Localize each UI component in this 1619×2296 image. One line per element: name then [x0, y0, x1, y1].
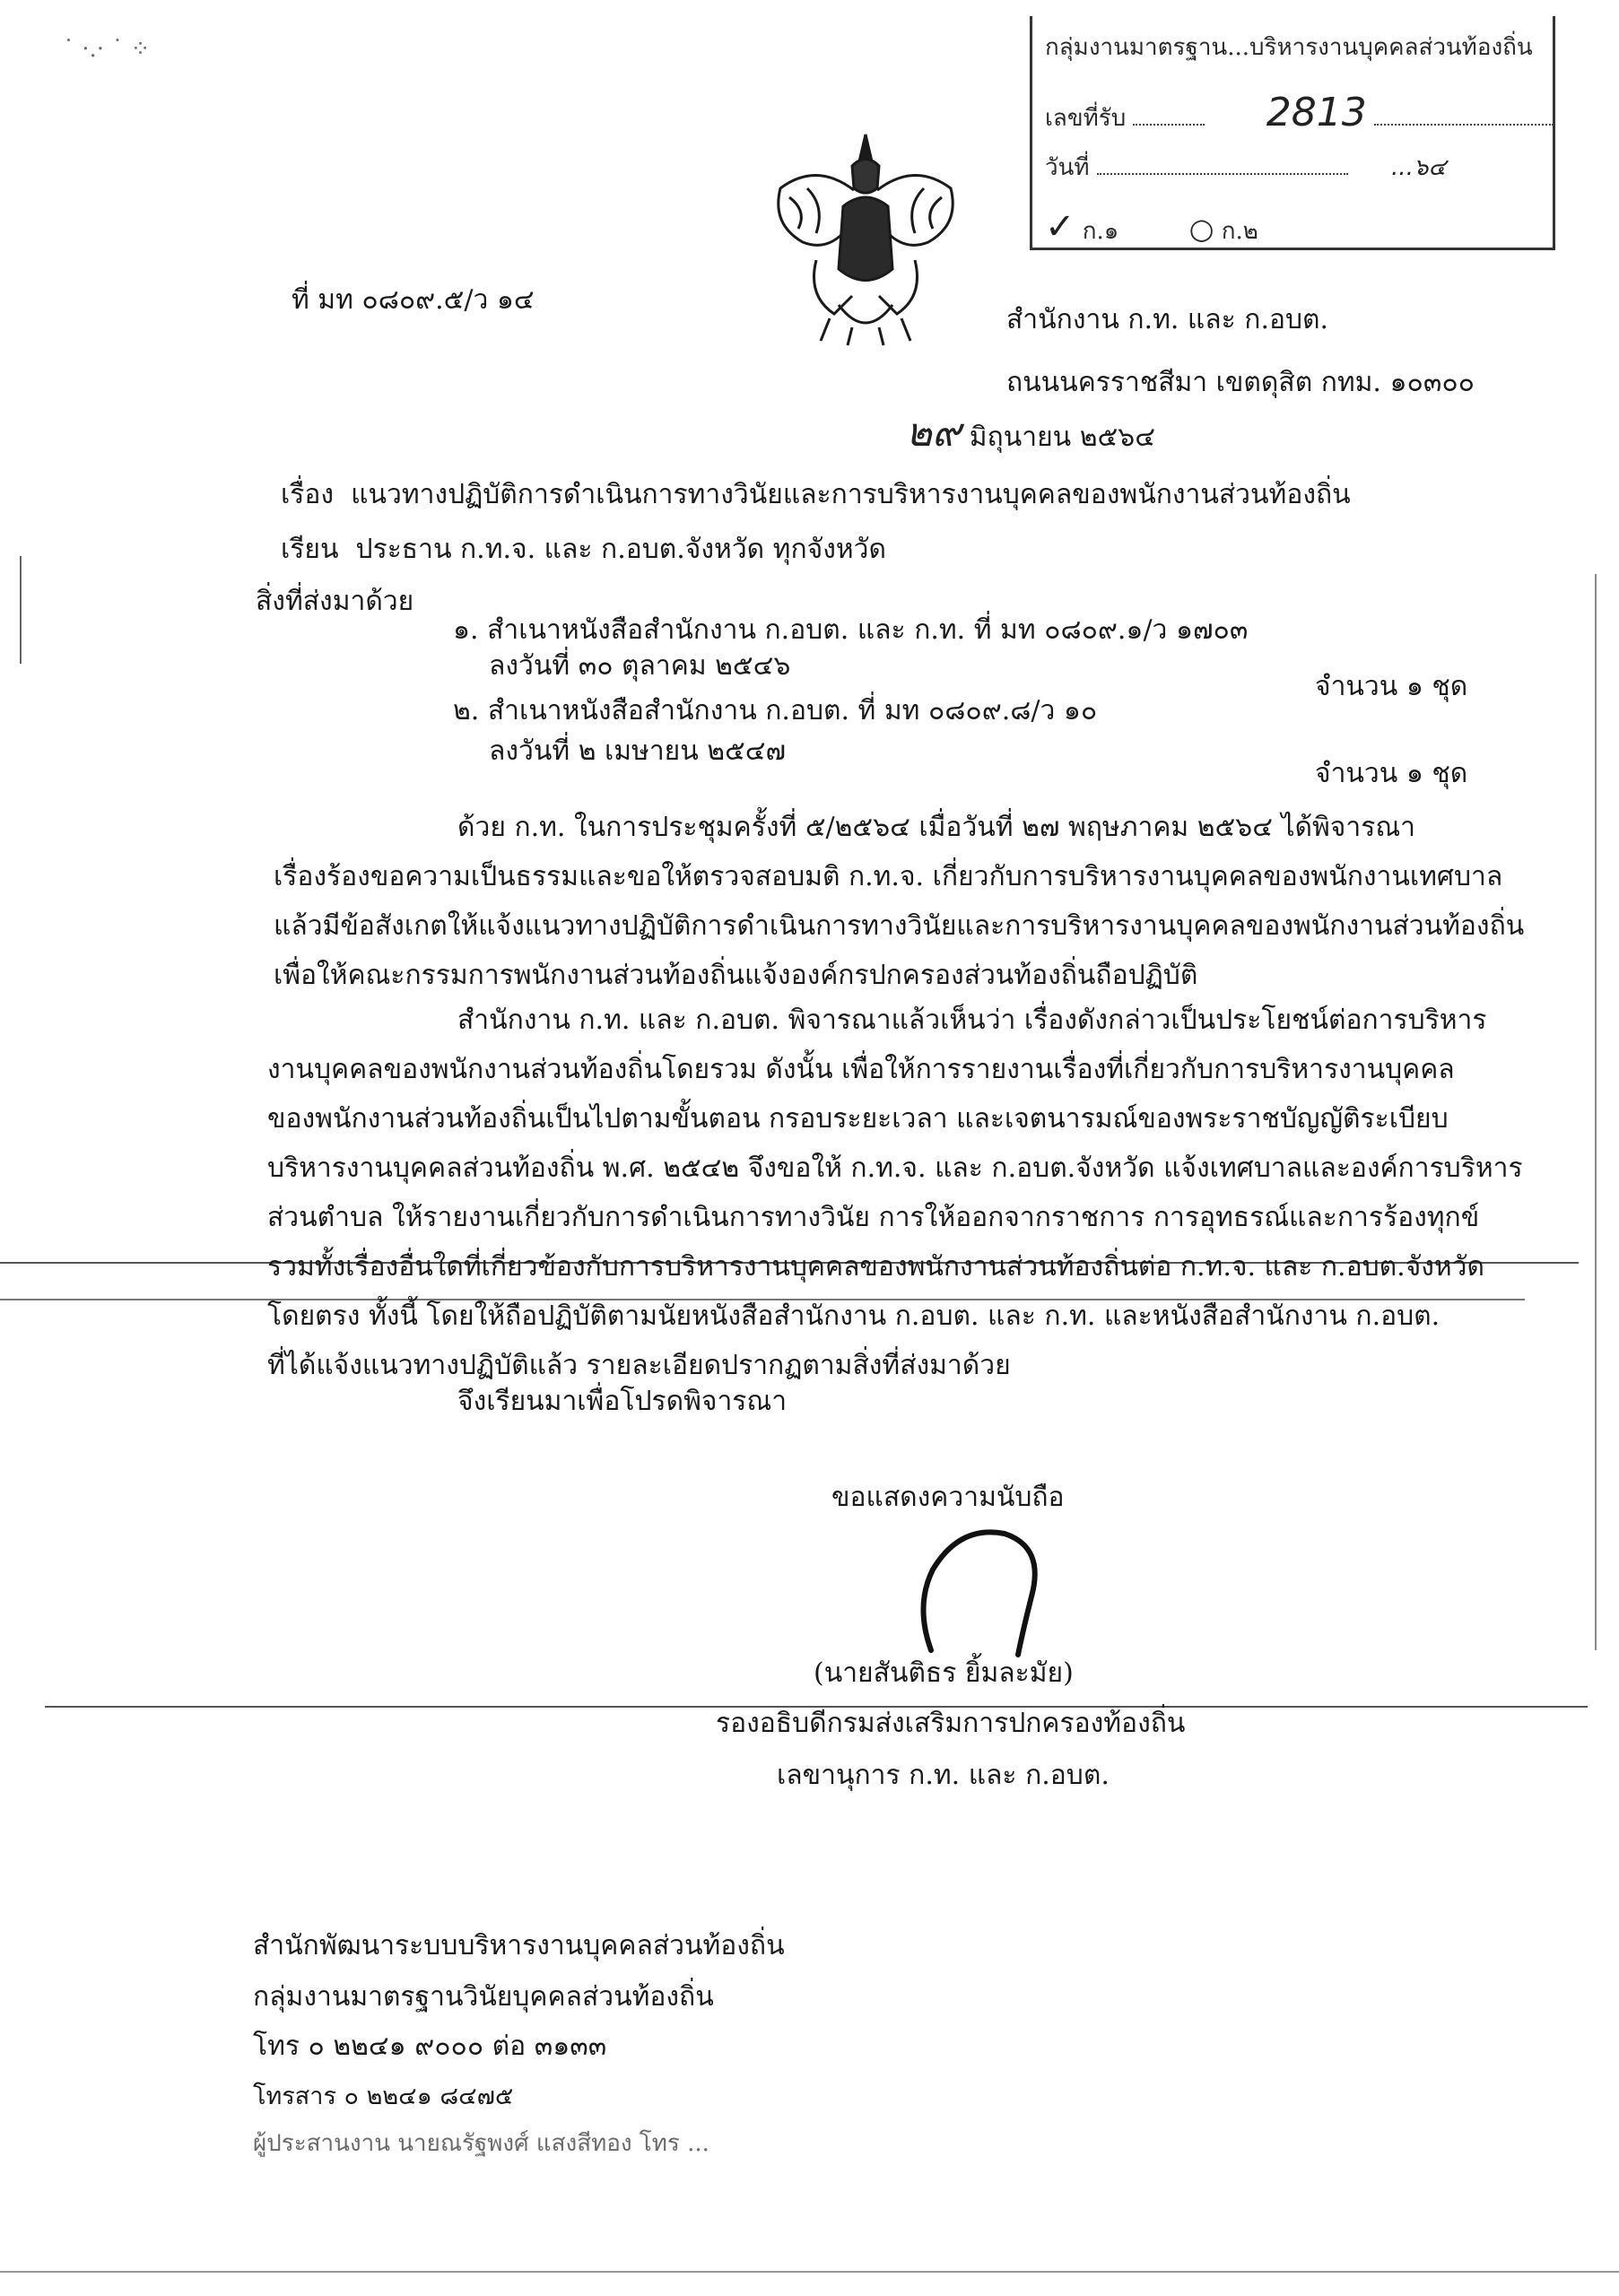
footer-office: สำนักพัฒนาระบบบริหารงานบุคคลส่วนท้องถิ่น: [253, 1930, 785, 1961]
scan-speckles: ˙ ·.· ˙ ⁘: [63, 36, 151, 63]
reference-number: ที่ มท ๐๘๐๙.๕/ว ๑๔: [292, 284, 535, 316]
signatory-title: รองอธิบดีกรมส่งเสริมการปกครองท้องถิ่น: [716, 1708, 1186, 1739]
paragraph-line: ส่วนตำบล ให้รายงานเกี่ยวกับการดำเนินการทางวินัย การให้ออกจากราชการ การอุทธรณ์และการร้องทุกข์: [267, 1202, 1480, 1233]
paragraph-line: เรื่องร้องขอความเป็นธรรมและขอให้ตรวจสอบมติ ก.ท.จ. เกี่ยวกับการบริหารงานบุคคลของพนักงานเทศบาล: [274, 861, 1503, 892]
receiving-stamp: [1030, 16, 1555, 250]
stamp-office: กลุ่มงานมาตรฐาน...บริหารงานบุคคลส่วนท้องถิ่น: [1045, 34, 1533, 61]
enclosure-1: ๑. สำเนาหนังสือสำนักงาน ก.อบต. และ ก.ท. ที่ มท ๐๘๐๙.๑/ว ๑๗๐๓: [453, 614, 1249, 646]
footer-phone: โทร ๐ ๒๒๔๑ ๙๐๐๐ ต่อ ๓๑๓๓: [253, 2031, 607, 2062]
paragraph-line: สำนักงาน ก.ท. และ ก.อบต. พิจารณาแล้วเห็นว่า เรื่องดังกล่าวเป็นประโยชน์ต่อการบริหาร: [457, 1004, 1487, 1036]
paragraph-line: รวมทั้งเรื่องอื่นใดที่เกี่ยวข้องกับการบริหารงานบุคคลของพนักงานส่วนท้องถิ่นต่อ ก.ท.จ. และ ก.อบต.จังหวัด: [267, 1251, 1485, 1283]
scan-edge-line: [1595, 574, 1597, 1650]
stamp-received-no: เลขที่รับ 2813: [1045, 90, 1554, 136]
sender-address: ถนนนครราชสีมา เขตดุสิต กทม. ๑๐๓๐๐: [1006, 367, 1475, 398]
handwritten-signature: [897, 1516, 1067, 1672]
enclosure-1-date: ลงวันที่ ๓๐ ตุลาคม ๒๕๔๖: [489, 650, 791, 682]
paragraph-line: ของพนักงานส่วนท้องถิ่นเป็นไปตามขั้นตอน กรอบระยะเวลา และเจตนารมณ์ของพระราชบัญญัติระเบียบ: [267, 1103, 1449, 1135]
closing-request: จึงเรียนมาเพื่อโปรดพิจารณา: [457, 1386, 788, 1417]
body-paragraph-1: [274, 803, 1524, 1000]
circle-checkbox-icon: ○: [1188, 212, 1214, 246]
enclosure-1-qty: จำนวน ๑ ชุด: [1315, 671, 1468, 702]
body-paragraph-2: [267, 996, 1523, 1390]
paragraph-line: ด้วย ก.ท. ในการประชุมครั้งที่ ๕/๒๕๖๔ เมื่อวันที่ ๒๗ พฤษภาคม ๒๕๖๔ ได้พิจารณา: [457, 812, 1416, 843]
stamp-date: วันที่ ...๖๔: [1045, 154, 1447, 181]
paragraph-line: เพื่อให้คณะกรรมการพนักงานส่วนท้องถิ่นแจ้งองค์กรปกครองส่วนท้องถิ่นถือปฏิบัติ: [274, 960, 1198, 991]
signatory-name: (นายสันติธร ยิ้มละมัย): [814, 1657, 1074, 1689]
garuda-emblem: [753, 126, 978, 353]
footer-fax: โทรสาร ๐ ๒๒๔๑ ๘๔๗๕: [253, 2083, 514, 2110]
footer-coordinator: ผู้ประสานงาน นายณรัฐพงศ์ แสงสีทอง โทร ...: [253, 2130, 709, 2157]
paragraph-line: แล้วมีข้อสังเกตให้แจ้งแนวทางปฏิบัติการดำเนินการทางวินัยและการบริหารงานบุคคลของพนักงานส่วนท้องถิ่น: [274, 910, 1525, 942]
signatory-secretary: เลขานุการ ก.ท. และ ก.อบต.: [777, 1760, 1110, 1791]
letter-date-day: ๒๙: [906, 410, 962, 456]
scan-edge-line: [20, 556, 22, 664]
stamp-received-no-value: 2813: [1266, 90, 1367, 135]
enclosures-label: สิ่งที่ส่งมาด้วย: [256, 586, 414, 617]
subject-line: เรื่อง แนวทางปฏิบัติการดำเนินการทางวินัยและการบริหารงานบุคคลของพนักงานส่วนท้องถิ่น: [281, 479, 1351, 510]
paragraph-line: บริหารงานบุคคลส่วนท้องถิ่น พ.ศ. ๒๕๔๒ จึงขอให้ ก.ท.จ. และ ก.อบต.จังหวัด แจ้งเทศบาลและองค์การบริหาร: [267, 1152, 1523, 1184]
recipient-text: ประธาน ก.ท.จ. และ ก.อบต.จังหวัด ทุกจังหวัด: [355, 534, 886, 565]
enclosure-2-qty: จำนวน ๑ ชุด: [1315, 758, 1468, 789]
scan-horizontal-line: [0, 2271, 1619, 2273]
letter-date: ๒๙ มิถุนายน ๒๕๖๔: [906, 410, 1155, 456]
sender-office: สำนักงาน ก.ท. และ ก.อบต.: [1006, 304, 1329, 335]
paragraph-line: งานบุคคลของพนักงานส่วนท้องถิ่นโดยรวม ดังนั้น เพื่อให้การรายงานเรื่องที่เกี่ยวกับการบริหารงานบุคคล: [267, 1054, 1455, 1085]
stamp-options: ✓ ก.๑ ○ ก.๒: [1045, 206, 1258, 248]
recipient-line: เรียน ประธาน ก.ท.จ. และ ก.อบต.จังหวัด ทุกจังหวัด: [281, 534, 886, 565]
subject-text: แนวทางปฏิบัติการดำเนินการทางวินัยและการบริหารงานบุคคลของพนักงานส่วนท้องถิ่น: [351, 479, 1351, 510]
paragraph-line: ที่ได้แจ้งแนวทางปฏิบัติแล้ว รายละเอียดปรากฏตามสิ่งที่ส่งมาด้วย: [267, 1350, 1011, 1381]
enclosure-2: ๒. สำเนาหนังสือสำนักงาน ก.อบต. ที่ มท ๐๘๐๙.๘/ว ๑๐: [453, 695, 1098, 726]
footer-group: กลุ่มงานมาตรฐานวินัยบุคคลส่วนท้องถิ่น: [253, 1981, 714, 2013]
checkmark-icon: ✓: [1045, 206, 1075, 248]
closing-salutation: ขอแสดงความนับถือ: [831, 1482, 1065, 1513]
enclosure-2-date: ลงวันที่ ๒ เมษายน ๒๕๔๗: [489, 735, 787, 767]
paragraph-line: โดยตรง ทั้งนี้ โดยให้ถือปฏิบัติตามนัยหนังสือสำนักงาน ก.อบต. และ ก.ท. และหนังสือสำนักงาน ก.อบต.: [267, 1300, 1441, 1332]
